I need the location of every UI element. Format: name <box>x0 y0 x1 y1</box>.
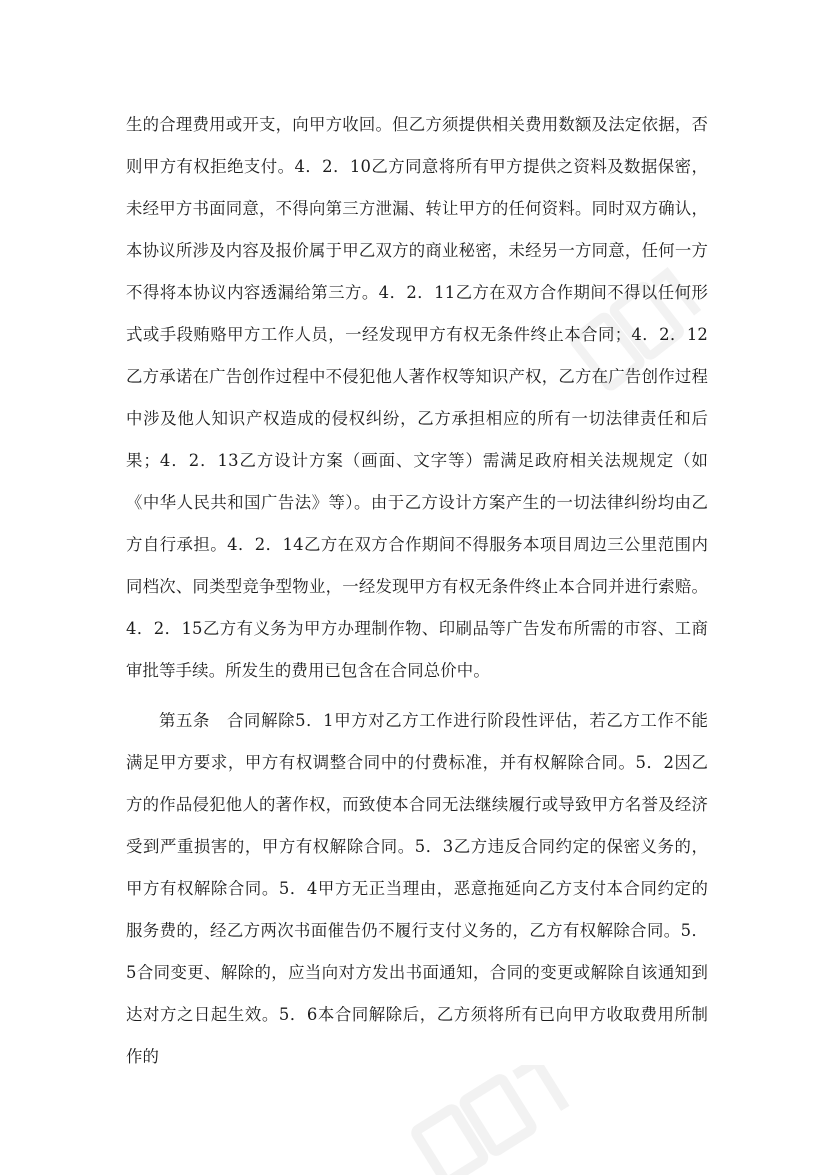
contract-text <box>126 104 708 1078</box>
article-5-contract-termination: 第五条 合同解除5．1甲方对乙方工作进行阶段性评估，若乙方工作不能满足甲方要求，甲方有权调整合同中的付费标准，并有权解除合同。5．2因乙方的作品侵犯他人的著作权，而致使本合同无法继续履行或导致甲方名誉及经济受到严重损害的，甲方有权解除合同。5．3乙方违反合同约定的保密义务的，甲方有权解除合同。5．4甲方无正当理由，恶意拖延向乙方支付本合同约定的服务费的，经乙方两次书面催告仍不履行支付义务的，乙方有权解除合同。5．5合同变更、解除的，应当向对方发出书面通知，合同的变更或解除自该通知到达对方之日起生效。5．6本合同解除后，乙方须将所有已向甲方收取费用所制作的 <box>126 711 708 1066</box>
watermark-logo <box>395 1065 585 1175</box>
clause-4-2-continuation: 生的合理费用或开支，向甲方收回。但乙方须提供相关费用数额及法定依据，否则甲方有权拒绝支付。4．2．10乙方同意将所有甲方提供之资料及数据保密，未经甲方书面同意，不得向第三方泄漏、转让甲方的任何资料。同时双方确认，本协议所涉及内容及报价属于甲乙双方的商业秘密，未经另一方同意，任何一方不得将本协议内容透漏给第三方。4．2．11乙方在双方合作期间不得以任何形式或手段贿赂甲方工作人员，一经发现甲方有权无条件终止本合同；4．2．12乙方承诺在广告创作过程中不侵犯他人著作权等知识产权，乙方在广告创作过程中涉及他人知识产权造成的侵权纠纷，乙方承担相应的所有一切法律责任和后果；4．2．13乙方设计方案（画面、文字等）需满足政府相关法规规定（如《中华人民共和国广告法》等）。由于乙方设计方案产生的一切法律纠纷均由乙方自行承担。4．2．14乙方在双方合作期间不得服务本项目周边三公里范围内同档次、同类型竞争型物业，一经发现甲方有权无条件终止本合同并进行索赔。4．2．15乙方有义务为甲方办理制作物、印刷品等广告发布所需的市容、工商审批等手续。所发生的费用已包含在合同总价中。 <box>126 115 708 680</box>
